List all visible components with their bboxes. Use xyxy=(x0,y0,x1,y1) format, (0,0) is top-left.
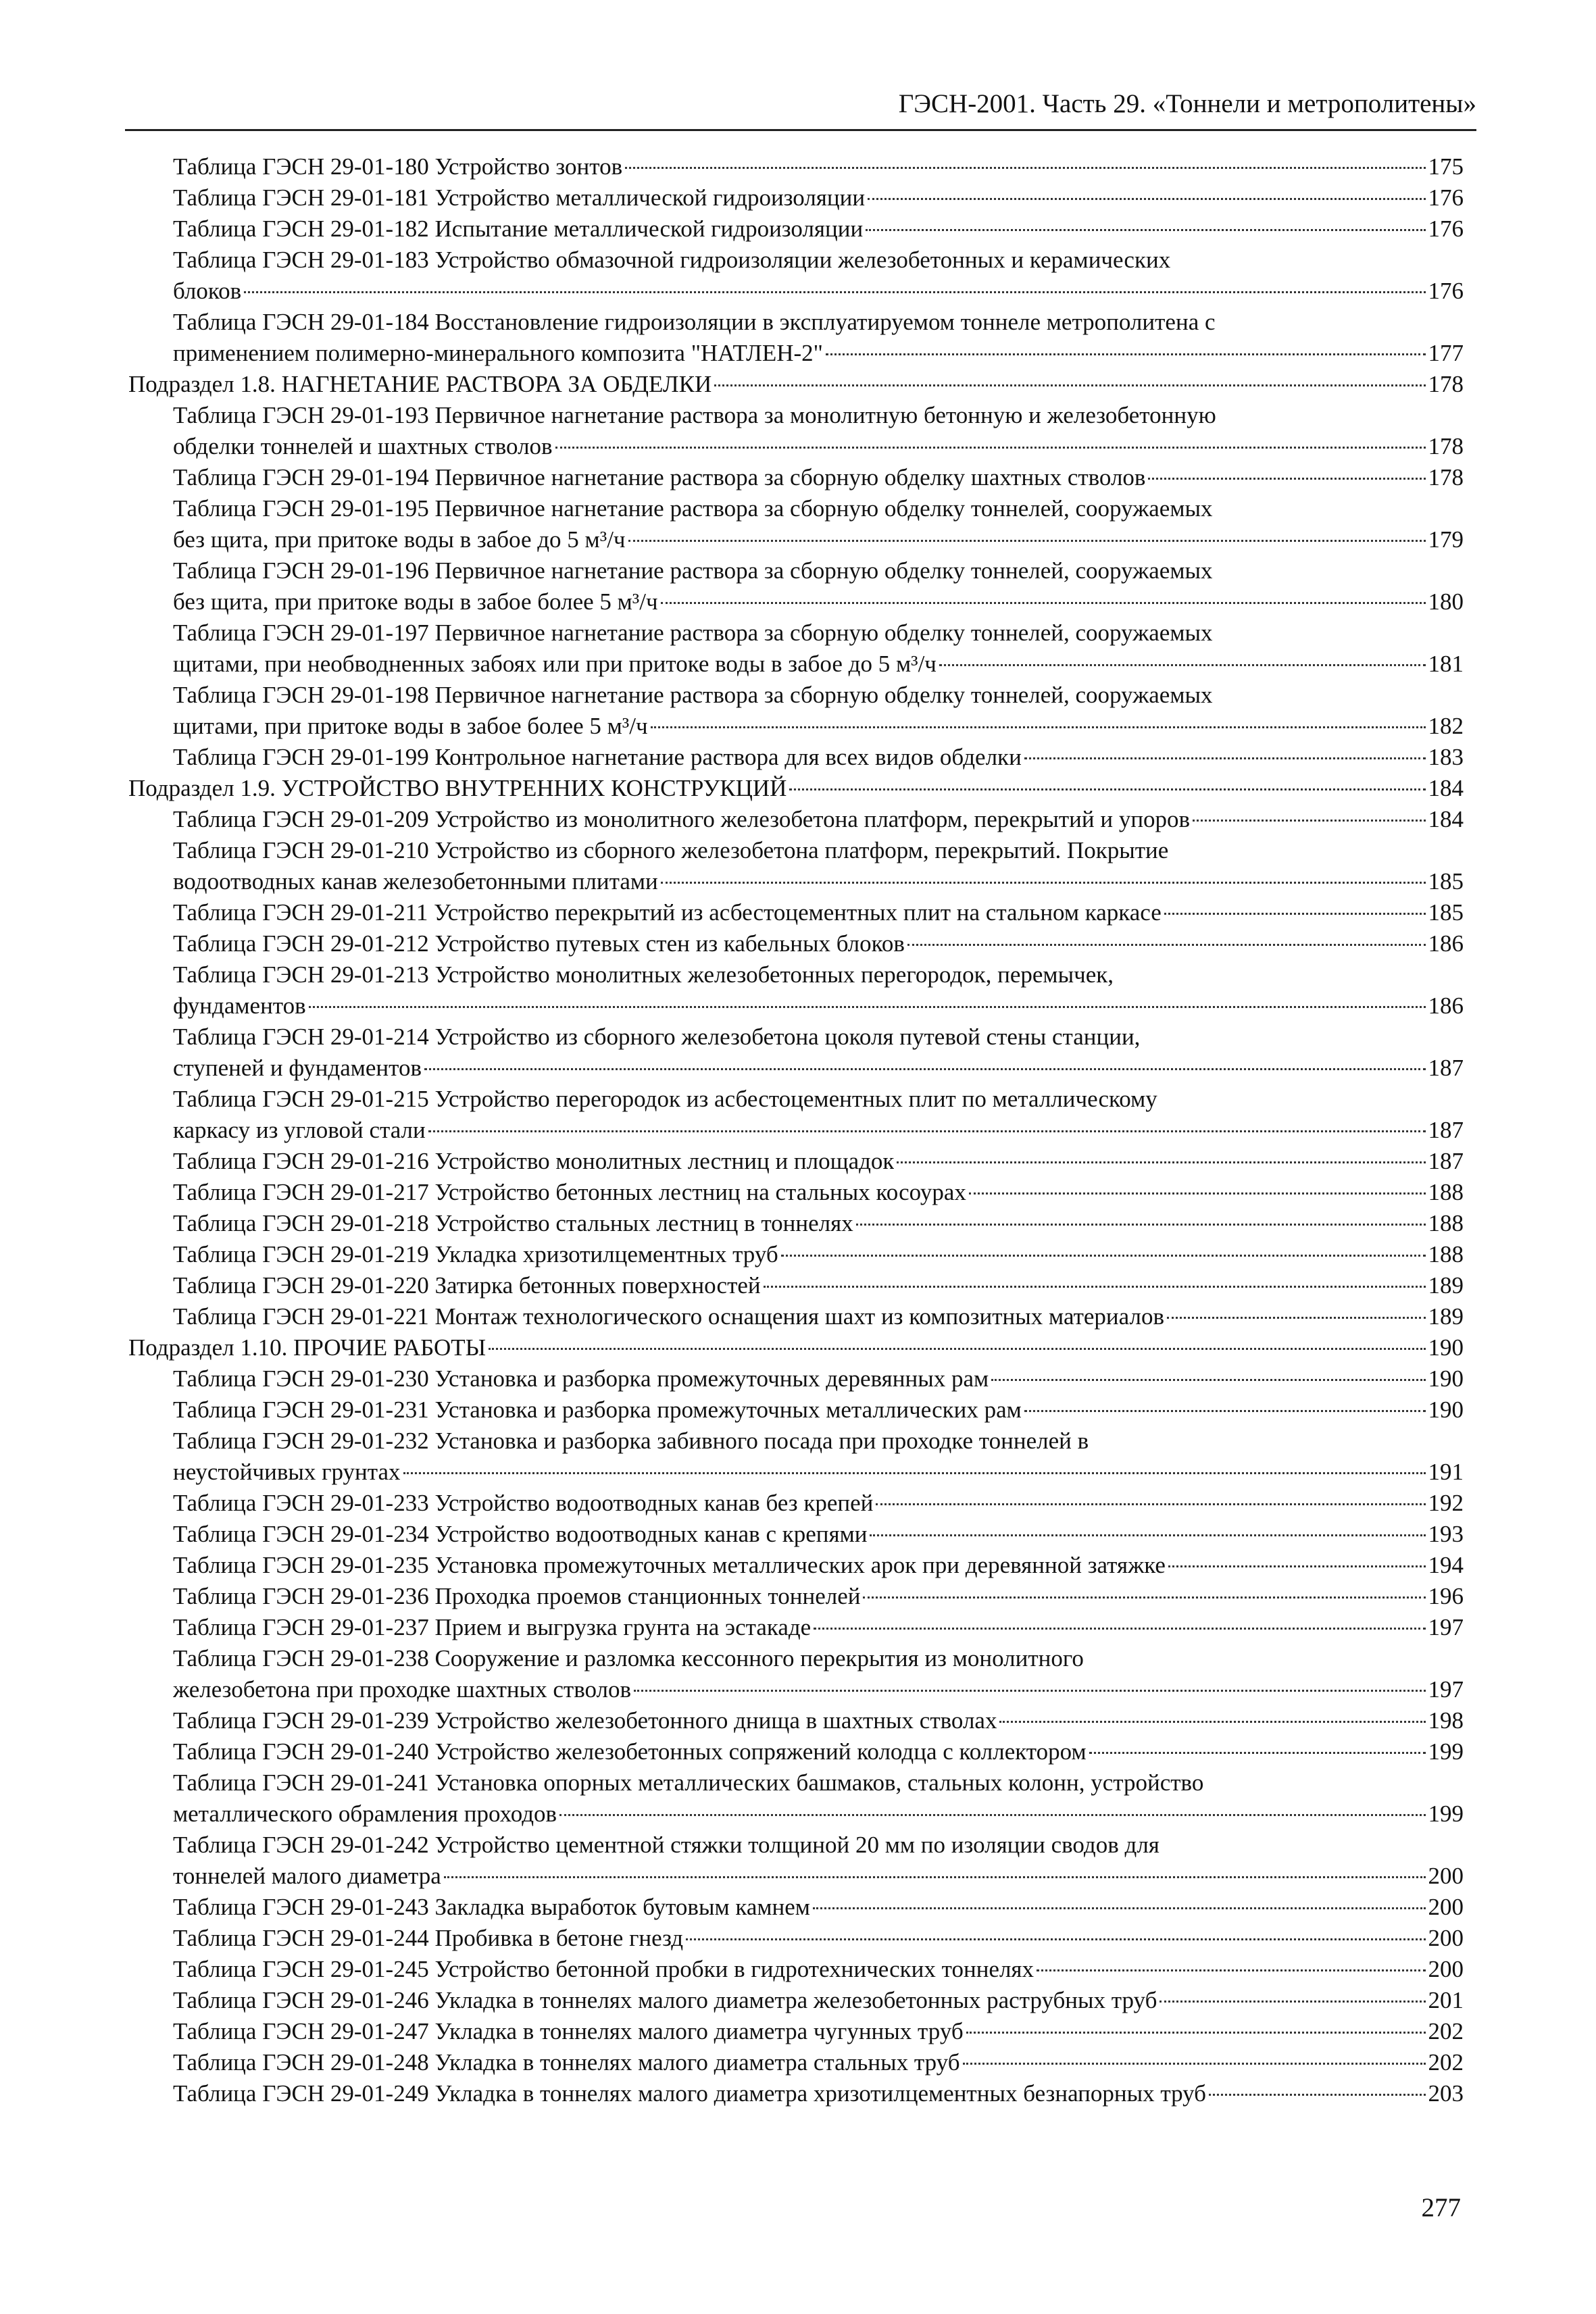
dot-leader xyxy=(244,291,1425,293)
toc-entry-title: Таблица ГЭСН 29-01-237 Прием и выгрузка грунта на эстакаде xyxy=(173,1614,812,1640)
dot-leader xyxy=(999,1721,1425,1723)
dot-leader xyxy=(651,726,1426,728)
toc-entry-title: Таблица ГЭСН 29-01-247 Укладка в тоннелях малого диаметра чугунных труб xyxy=(173,2018,964,2044)
toc-table-entry[interactable] xyxy=(128,1767,1464,1830)
toc-entry-title: Таблица ГЭСН 29-01-209 Устройство из монолитного железобетона платформ, перекрытий и упоров xyxy=(173,806,1191,832)
toc-table-entry[interactable] xyxy=(128,618,1464,680)
dot-leader xyxy=(555,447,1426,449)
dot-leader xyxy=(714,384,1425,386)
dot-leader xyxy=(444,1876,1426,1878)
toc-page-number: 201 xyxy=(1428,1987,1464,2013)
toc-entry-title: Таблица ГЭСН 29-01-248 Укладка в тоннелях малого диаметра стальных труб xyxy=(173,2049,960,2076)
toc-entry-title: щитами, при необводненных забоях или при притоке воды в забое до 5 м³/ч xyxy=(173,651,937,677)
toc-page-number: 188 xyxy=(1428,1179,1464,1205)
toc-table-entry[interactable] xyxy=(128,804,1464,835)
toc-table-entry[interactable] xyxy=(128,1426,1464,1488)
toc-entry-title: тоннелей малого диаметра xyxy=(173,1863,441,1889)
dot-leader xyxy=(1089,1752,1426,1754)
toc-entry-title: водоотводных канав железобетонными плитами xyxy=(173,868,658,895)
toc-entry-title-line: Таблица ГЭСН 29-01-193 Первичное нагнетание раствора за монолитную бетонную и железобетонную xyxy=(173,402,1216,428)
toc-table-entry[interactable] xyxy=(128,742,1464,773)
toc-table-entry[interactable] xyxy=(128,245,1464,307)
toc-entry-title: Таблица ГЭСН 29-01-216 Устройство монолитных лестниц и площадок xyxy=(173,1148,895,1174)
toc-entry-title: Таблица ГЭСН 29-01-181 Устройство металлической гидроизоляции xyxy=(173,184,866,211)
toc-table-entry[interactable] xyxy=(128,1643,1464,1705)
toc-table-entry[interactable] xyxy=(128,2078,1464,2109)
toc-entry-title: Таблица ГЭСН 29-01-235 Установка промежуточных металлических арок при деревянной затяжке xyxy=(173,1552,1166,1578)
toc-table-entry[interactable] xyxy=(128,1705,1464,1736)
toc-entry-title-line: Таблица ГЭСН 29-01-195 Первичное нагнетание раствора за сборную обделку тоннелей, сооружаемых xyxy=(173,495,1213,522)
toc-entry-title-line: Таблица ГЭСН 29-01-210 Устройство из сборного железобетона платформ, перекрытий. Покрытие xyxy=(173,837,1169,863)
toc-table-entry[interactable] xyxy=(128,307,1464,369)
toc-subsection-entry[interactable] xyxy=(128,369,1464,400)
toc-entry-title: Таблица ГЭСН 29-01-239 Устройство железобетонного днища в шахтных стволах xyxy=(173,1707,997,1734)
toc-entry-title: Таблица ГЭСН 29-01-218 Устройство стальных лестниц в тоннелях xyxy=(173,1210,853,1236)
toc-page-number: 182 xyxy=(1428,713,1464,739)
toc-page-number: 175 xyxy=(1428,153,1464,180)
toc-table-entry[interactable] xyxy=(128,1488,1464,1519)
dot-leader xyxy=(1193,820,1425,822)
toc-table-entry[interactable] xyxy=(128,1084,1464,1146)
toc-page-number: 176 xyxy=(1428,216,1464,242)
toc-entry-title: Таблица ГЭСН 29-01-234 Устройство водоотводных канав с крепями xyxy=(173,1521,868,1547)
dot-leader xyxy=(634,1690,1425,1692)
toc-table-entry[interactable] xyxy=(128,493,1464,555)
dot-leader xyxy=(428,1130,1426,1132)
dot-leader xyxy=(969,1192,1426,1194)
dot-leader xyxy=(661,882,1426,884)
toc-entry-title: без щита, при притоке воды в забое более 5 м³/ч xyxy=(173,588,658,615)
dot-leader xyxy=(897,1161,1425,1163)
toc-entry-title: Подраздел 1.9. УСТРОЙСТВО ВНУТРЕННИХ КОНСТРУКЦИЙ xyxy=(128,775,787,801)
toc-page-number: 184 xyxy=(1428,806,1464,832)
toc-page-number: 178 xyxy=(1428,371,1464,397)
toc-table-entry[interactable] xyxy=(128,1581,1464,1612)
toc-table-entry[interactable] xyxy=(128,1612,1464,1643)
toc-table-entry[interactable] xyxy=(128,959,1464,1022)
dot-leader xyxy=(876,1503,1425,1505)
toc-entry-title-line: Таблица ГЭСН 29-01-196 Первичное нагнетание раствора за сборную обделку тоннелей, сооружаемых xyxy=(173,557,1213,584)
toc-entry-title: Таблица ГЭСН 29-01-182 Испытание металлической гидроизоляции xyxy=(173,216,864,242)
toc-entry-title: без щита, при притоке воды в забое до 5 м³/ч xyxy=(173,526,626,553)
page-number: 277 xyxy=(1421,2193,1461,2222)
toc-table-entry[interactable] xyxy=(128,555,1464,618)
dot-leader xyxy=(1167,1317,1426,1319)
toc-page-number: 194 xyxy=(1428,1552,1464,1578)
toc-page-number: 183 xyxy=(1428,744,1464,770)
toc-page-number: 200 xyxy=(1428,1925,1464,1951)
dot-leader xyxy=(403,1472,1426,1474)
toc-page-number: 177 xyxy=(1428,340,1464,366)
dot-leader xyxy=(1024,1410,1426,1412)
dot-leader xyxy=(966,2032,1426,2034)
toc-entry-title: Таблица ГЭСН 29-01-245 Устройство бетонной пробки в гидротехнических тоннелях xyxy=(173,1956,1034,1982)
toc-table-entry[interactable] xyxy=(128,1736,1464,1767)
toc-table-entry[interactable] xyxy=(128,1394,1464,1426)
toc-table-entry[interactable] xyxy=(128,1830,1464,1892)
toc-entry-title: Таблица ГЭСН 29-01-211 Устройство перекрытий из асбестоцементных плит на стальном каркасе xyxy=(173,899,1162,926)
dot-leader xyxy=(826,353,1426,355)
toc-page-number: 197 xyxy=(1428,1676,1464,1703)
toc-entry-title: блоков xyxy=(173,278,242,304)
toc-page-number: 180 xyxy=(1428,588,1464,615)
toc-table-entry[interactable] xyxy=(128,1239,1464,1270)
toc-subsection-entry[interactable] xyxy=(128,773,1464,804)
dot-leader xyxy=(813,1907,1426,1909)
toc-entry-title-line: Таблица ГЭСН 29-01-214 Устройство из сборного железобетона цоколя путевой стены станции, xyxy=(173,1024,1141,1050)
toc-entry-title: Таблица ГЭСН 29-01-233 Устройство водоотводных канав без крепей xyxy=(173,1490,874,1516)
toc-entry-title: Таблица ГЭСН 29-01-180 Устройство зонтов xyxy=(173,153,623,180)
dot-leader xyxy=(1168,1565,1426,1567)
toc-page-number: 178 xyxy=(1428,433,1464,459)
toc-page-number: 176 xyxy=(1428,184,1464,211)
table-of-contents xyxy=(128,151,1464,2109)
toc-page-number: 188 xyxy=(1428,1241,1464,1267)
toc-entry-title-line: Таблица ГЭСН 29-01-215 Устройство перегородок из асбестоцементных плит по металлическому xyxy=(173,1086,1157,1112)
dot-leader xyxy=(856,1224,1426,1226)
toc-table-entry[interactable] xyxy=(128,400,1464,462)
dot-leader xyxy=(963,2063,1426,2065)
dot-leader xyxy=(1148,478,1425,480)
toc-page-number: 179 xyxy=(1428,526,1464,553)
toc-entry-title: железобетона при проходке шахтных стволов xyxy=(173,1676,632,1703)
toc-entry-title: Таблица ГЭСН 29-01-230 Установка и разборка промежуточных деревянных рам xyxy=(173,1365,989,1392)
toc-table-entry[interactable] xyxy=(128,1146,1464,1177)
toc-table-entry[interactable] xyxy=(128,182,1464,213)
dot-leader xyxy=(686,1938,1425,1940)
toc-table-entry[interactable] xyxy=(128,2047,1464,2078)
toc-entry-title-line: Таблица ГЭСН 29-01-183 Устройство обмазочной гидроизоляции железобетонных и керамических xyxy=(173,247,1171,273)
toc-page-number: 198 xyxy=(1428,1707,1464,1734)
toc-entry-title: Таблица ГЭСН 29-01-236 Проходка проемов станционных тоннелей xyxy=(173,1583,861,1609)
toc-entry-title: Таблица ГЭСН 29-01-220 Затирка бетонных поверхностей xyxy=(173,1272,761,1299)
page-header xyxy=(125,74,1476,131)
toc-page-number: 187 xyxy=(1428,1055,1464,1081)
toc-page-number: 181 xyxy=(1428,651,1464,677)
toc-table-entry[interactable] xyxy=(128,1519,1464,1550)
toc-entry-title-line: Таблица ГЭСН 29-01-232 Установка и разборка забивного посада при проходке тоннелей в xyxy=(173,1428,1089,1454)
toc-page-number: 190 xyxy=(1428,1334,1464,1361)
toc-entry-title-line: Таблица ГЭСН 29-01-242 Устройство цементной стяжки толщиной 20 мм по изоляции сводов для xyxy=(173,1832,1159,1858)
dot-leader xyxy=(1037,1969,1425,1971)
toc-entry-title-line: Таблица ГЭСН 29-01-241 Установка опорных металлических башмаков, стальных колонн, устройство xyxy=(173,1769,1204,1796)
toc-page-number: 193 xyxy=(1428,1521,1464,1547)
toc-entry-title: применением полимерно-минерального композита "НАТЛЕН-2" xyxy=(173,340,823,366)
toc-table-entry[interactable] xyxy=(128,1208,1464,1239)
toc-table-entry[interactable] xyxy=(128,835,1464,897)
dot-leader xyxy=(309,1006,1426,1008)
dot-leader xyxy=(625,167,1425,169)
toc-page-number: 187 xyxy=(1428,1148,1464,1174)
dot-leader xyxy=(781,1255,1426,1257)
toc-entry-title: неустойчивых грунтах xyxy=(173,1459,401,1485)
toc-table-entry[interactable] xyxy=(128,1301,1464,1332)
toc-page-number: 190 xyxy=(1428,1365,1464,1392)
toc-entry-title: металлического обрамления проходов xyxy=(173,1801,557,1827)
toc-entry-title-line: Таблица ГЭСН 29-01-238 Сооружение и разломка кессонного перекрытия из монолитного xyxy=(173,1645,1084,1671)
toc-page-number: 178 xyxy=(1428,464,1464,491)
toc-page-number: 199 xyxy=(1428,1801,1464,1827)
dot-leader xyxy=(939,664,1426,666)
toc-entry-title: Таблица ГЭСН 29-01-217 Устройство бетонных лестниц на стальных косоурах xyxy=(173,1179,966,1205)
dot-leader xyxy=(870,1534,1425,1536)
toc-table-entry[interactable] xyxy=(128,1954,1464,1985)
running-header-title: ГЭСН-2001. Часть 29. «Тоннели и метрополитены» xyxy=(898,89,1476,118)
toc-entry-title: Таблица ГЭСН 29-01-194 Первичное нагнетание раствора за сборную обделку шахтных стволов xyxy=(173,464,1146,491)
dot-leader xyxy=(866,229,1425,231)
toc-table-entry[interactable] xyxy=(128,1177,1464,1208)
toc-page-number: 189 xyxy=(1428,1303,1464,1330)
toc-page-number: 186 xyxy=(1428,930,1464,957)
toc-entry-title: Таблица ГЭСН 29-01-221 Монтаж технологического оснащения шахт из композитных материалов xyxy=(173,1303,1164,1330)
toc-entry-title: Таблица ГЭСН 29-01-240 Устройство железобетонных сопряжений колодца с коллектором xyxy=(173,1738,1087,1765)
toc-table-entry[interactable] xyxy=(128,213,1464,245)
toc-page-number: 202 xyxy=(1428,2018,1464,2044)
toc-entry-title: ступеней и фундаментов xyxy=(173,1055,422,1081)
toc-table-entry[interactable] xyxy=(128,1363,1464,1394)
toc-table-entry[interactable] xyxy=(128,2016,1464,2047)
dot-leader xyxy=(489,1348,1425,1350)
toc-entry-title: обделки тоннелей и шахтных стволов xyxy=(173,433,553,459)
toc-page-number: 196 xyxy=(1428,1583,1464,1609)
toc-entry-title: Таблица ГЭСН 29-01-219 Укладка хризотилцементных труб xyxy=(173,1241,778,1267)
toc-page-number: 200 xyxy=(1428,1956,1464,1982)
toc-table-entry[interactable] xyxy=(128,1985,1464,2016)
dot-leader xyxy=(628,540,1426,542)
toc-page-number: 200 xyxy=(1428,1863,1464,1889)
toc-entry-title: щитами, при притоке воды в забое более 5 м³/ч xyxy=(173,713,648,739)
toc-table-entry[interactable] xyxy=(128,928,1464,959)
toc-entry-title: фундаментов xyxy=(173,992,306,1019)
toc-entry-title: Таблица ГЭСН 29-01-199 Контрольное нагнетание раствора для всех видов обделки xyxy=(173,744,1022,770)
dot-leader xyxy=(1209,2094,1426,2096)
toc-table-entry[interactable] xyxy=(128,680,1464,742)
toc-table-entry[interactable] xyxy=(128,151,1464,182)
toc-table-entry[interactable] xyxy=(128,462,1464,493)
dot-leader xyxy=(661,602,1426,604)
toc-page-number: 191 xyxy=(1428,1459,1464,1485)
header-rule xyxy=(125,129,1476,131)
toc-table-entry[interactable] xyxy=(128,1022,1464,1084)
toc-entry-title-line: Таблица ГЭСН 29-01-198 Первичное нагнетание раствора за сборную обделку тоннелей, сооружаемых xyxy=(173,682,1213,708)
toc-page-number: 187 xyxy=(1428,1117,1464,1143)
toc-table-entry[interactable] xyxy=(128,1270,1464,1301)
dot-leader xyxy=(1024,757,1426,759)
toc-entry-title-line: Таблица ГЭСН 29-01-197 Первичное нагнетание раствора за сборную обделку тоннелей, сооружаемых xyxy=(173,620,1213,646)
dot-leader xyxy=(863,1596,1425,1599)
toc-entry-title: Подраздел 1.10. ПРОЧИЕ РАБОТЫ xyxy=(128,1334,487,1361)
toc-page-number: 197 xyxy=(1428,1614,1464,1640)
toc-entry-title: Таблица ГЭСН 29-01-249 Укладка в тоннелях малого диаметра хризотилцементных безнапорных труб xyxy=(173,2080,1206,2107)
toc-page-number: 203 xyxy=(1428,2080,1464,2107)
toc-entry-title-line: Таблица ГЭСН 29-01-213 Устройство монолитных железобетонных перегородок, перемычек, xyxy=(173,961,1114,988)
toc-table-entry[interactable] xyxy=(128,1892,1464,1923)
toc-page-number: 189 xyxy=(1428,1272,1464,1299)
dot-leader xyxy=(764,1286,1426,1288)
toc-entry-title-line: Таблица ГЭСН 29-01-184 Восстановление гидроизоляции в эксплуатируемом тоннеле метрополитена с xyxy=(173,309,1216,335)
toc-page-number: 188 xyxy=(1428,1210,1464,1236)
toc-page-number: 199 xyxy=(1428,1738,1464,1765)
toc-entry-title: Таблица ГЭСН 29-01-231 Установка и разборка промежуточных металлических рам xyxy=(173,1397,1022,1423)
toc-page-number: 185 xyxy=(1428,899,1464,926)
dot-leader xyxy=(1164,913,1426,915)
toc-entry-title: Таблица ГЭСН 29-01-243 Закладка выработок бутовым камнем xyxy=(173,1894,810,1920)
dot-leader xyxy=(814,1628,1425,1630)
toc-page-number: 202 xyxy=(1428,2049,1464,2076)
toc-entry-title: Таблица ГЭСН 29-01-212 Устройство путевых стен из кабельных блоков xyxy=(173,930,905,957)
toc-page-number: 200 xyxy=(1428,1894,1464,1920)
toc-page-number: 186 xyxy=(1428,992,1464,1019)
dot-leader xyxy=(559,1814,1425,1816)
toc-entry-title: Подраздел 1.8. НАГНЕТАНИЕ РАСТВОРА ЗА ОБДЕЛКИ xyxy=(128,371,712,397)
toc-page-number: 184 xyxy=(1428,775,1464,801)
dot-leader xyxy=(789,788,1425,790)
toc-table-entry[interactable] xyxy=(128,897,1464,928)
toc-subsection-entry[interactable] xyxy=(128,1332,1464,1363)
toc-page-number: 176 xyxy=(1428,278,1464,304)
toc-entry-title: каркасу из угловой стали xyxy=(173,1117,426,1143)
toc-entry-title: Таблица ГЭСН 29-01-244 Пробивка в бетоне гнезд xyxy=(173,1925,684,1951)
toc-table-entry[interactable] xyxy=(128,1550,1464,1581)
toc-page-number: 190 xyxy=(1428,1397,1464,1423)
dot-leader xyxy=(424,1068,1425,1070)
toc-table-entry[interactable] xyxy=(128,1923,1464,1954)
toc-entry-title: Таблица ГЭСН 29-01-246 Укладка в тоннелях малого диаметра железобетонных раструбных труб xyxy=(173,1987,1157,2013)
dot-leader xyxy=(868,198,1425,200)
toc-page-number: 185 xyxy=(1428,868,1464,895)
dot-leader xyxy=(1159,2001,1425,2003)
toc-page-number: 192 xyxy=(1428,1490,1464,1516)
dot-leader xyxy=(907,944,1426,946)
dot-leader xyxy=(991,1379,1425,1381)
